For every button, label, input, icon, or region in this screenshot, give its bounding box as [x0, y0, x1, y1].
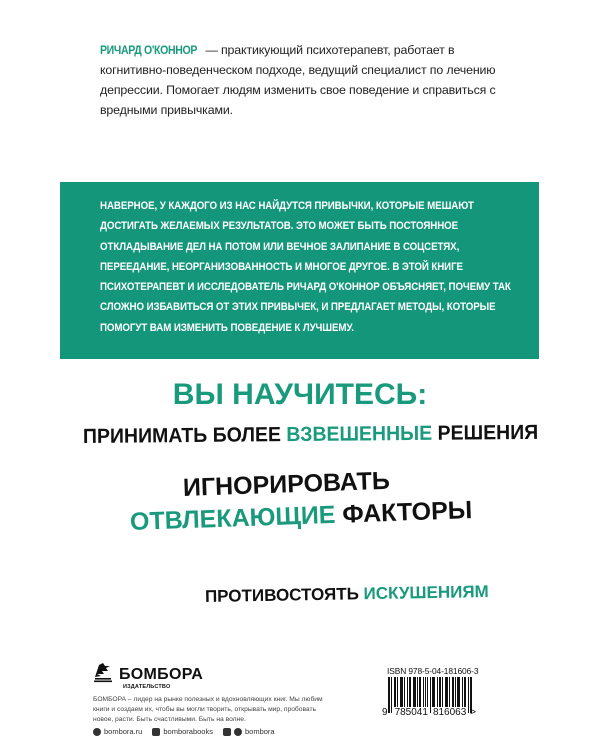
link-label: bomborabooks [163, 727, 213, 736]
isbn-text: ISBN 978-5-04-181606-3 [387, 666, 479, 676]
skill-ignore-line1: ИГНОРИРОВАТЬ [182, 466, 391, 502]
barcode-digits [382, 707, 492, 718]
publisher-name: БОМБОРА [119, 666, 204, 683]
annotation-text: НАВЕРНОЕ, У КАЖДОГО ИЗ НАС НАЙДУТСЯ ПРИВЫЧКИ, КОТОРЫЕ МЕШАЮТ ДОСТИГАТЬ ЖЕЛАЕМЫХ РЕЗУЛЬТАТОВ. ЭТО МОЖЕТ БЫТЬ ПОСТОЯННОЕ ОТКЛАДЫВАНИЕ ДЕЛ НА ПОТОМ ИЛИ ВЕЧНОЕ ЗАЛИПАНИЕ В СОЦСЕТЯХ, ПЕРЕЕДАНИЕ, НЕОРГАНИЗОВАННОСТЬ И МНОГОЕ ДРУГОЕ. В ЭТОЙ КНИГЕ ПСИХОТЕРАПЕВТ И ИССЛЕДОВАТЕЛЬ РИЧАРД О'КОННОР ОБЪЯСНЯЕТ, ПОЧЕМУ ТАК СЛОЖНО ИЗБАВИТЬСЯ ОТ ЭТИХ ПРИВЫЧЕК, И ПРЕДЛАГАЕТ МЕТОДЫ, КОТОРЫЕ ПОМОГУТ ВАМ ИЗМЕНИТЬ ПОВЕДЕНИЕ К ЛУЧШЕМУ. [100, 200, 511, 334]
link-label: bombora.ru [104, 727, 143, 736]
skill-highlight: ОТВЛЕКАЮЩИЕ [129, 500, 336, 536]
author-name: РИЧАРД О'КОННОР [100, 43, 198, 57]
barcode-group-a: 785041 [394, 707, 428, 718]
skill-resist [205, 582, 489, 607]
bombora-logo-icon [93, 663, 115, 683]
publisher-links [93, 727, 323, 736]
skill-decisions [83, 421, 538, 449]
author-bio-text: — практикующий психотерапевт, работает в когнитивно-поведенческом подходе, ведущий специалист по лечению депрессии. Помогает людям изменить свое поведение и справиться с вредными привычками. [100, 43, 496, 117]
telegram-icon [234, 728, 242, 736]
ok-icon [223, 728, 231, 736]
link-social[interactable] [223, 727, 275, 736]
link-website[interactable] [93, 727, 142, 736]
vk-icon [152, 728, 160, 736]
learn-title: ВЫ НАУЧИТЕСЬ: [172, 378, 428, 411]
skill-ignore-line2 [129, 496, 472, 537]
author-bio [100, 40, 500, 120]
barcode-trail: > [470, 707, 476, 718]
publisher-subtitle: ИЗДАТЕЛЬСТВО [123, 684, 171, 690]
annotation-panel [60, 182, 539, 359]
publisher-logo [93, 663, 323, 683]
skill-text: РЕШЕНИЯ [432, 420, 539, 445]
globe-icon [93, 728, 101, 736]
skill-text: ПРОТИВОСТОЯТЬ [204, 584, 364, 606]
skill-highlight: ВЗВЕШЕННЫЕ [286, 421, 433, 447]
skill-text: ФАКТОРЫ [334, 496, 473, 529]
publisher-block [93, 663, 323, 736]
link-vk[interactable] [152, 727, 213, 736]
barcode-group-b: 816063 [432, 707, 467, 718]
skill-text: ПРИНИМАТЬ БОЛЕЕ [82, 423, 287, 448]
skill-highlight: ИСКУШЕНИЯМ [363, 582, 489, 604]
link-label: bombora [244, 727, 275, 736]
barcode [382, 666, 492, 718]
barcode-lead-digit: 9 [382, 707, 388, 718]
publisher-description: БОМБОРА – лидер на рынке полезных и вдохновляющих книг. Мы любим книги и создаем их, чтобы вы могли творить, открывать мир, пробовать новое, расти. Быть счастливыми. Быть на волне. [93, 696, 323, 723]
